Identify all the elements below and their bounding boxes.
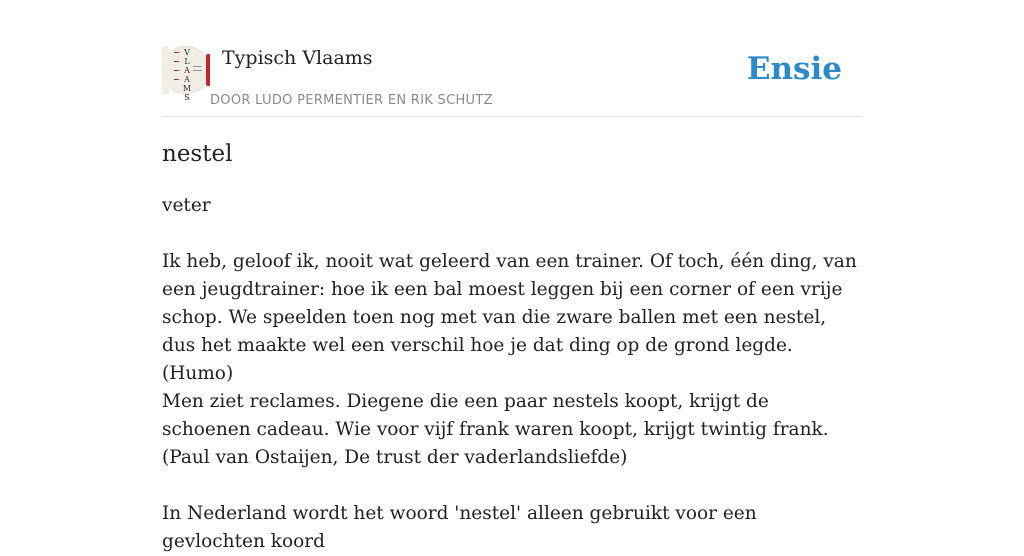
- logo-letter: V: [184, 48, 190, 57]
- site-header: [162, 0, 862, 117]
- site-title[interactable]: Typisch Vlaams: [222, 47, 373, 69]
- entry-content: [162, 192, 862, 556]
- logo-red-edge: [206, 54, 210, 86]
- usage-note: In Nederland wordt het woord 'nestel' alleen gebruikt voor een gevlochten koord: [162, 503, 757, 552]
- author-byline: DOOR LUDO PERMENTIER EN RIK SCHUTZ: [210, 93, 493, 108]
- quote-text: Ik heb, geloof ik, nooit wat geleerd van een trainer. Of toch, één ding, van een jeugdtrainer: hoe ik een bal moest leggen bij een corner of een vrije schop. We speelden toen nog met van die zware ballen met een nestel, dus het maakte wel een verschil hoe je dat ding op de grond legde.: [162, 251, 857, 356]
- logo-letter: S: [184, 93, 190, 102]
- paragraph-gap: [162, 220, 862, 248]
- ensie-brand-link[interactable]: Ensie: [746, 51, 842, 87]
- quote-source: (Humo): [162, 363, 234, 384]
- entry-definition: veter: [162, 195, 211, 216]
- logo-letter: M: [182, 84, 192, 93]
- logo-letter: A: [184, 75, 190, 84]
- book-cover-logo[interactable]: [162, 46, 210, 102]
- paragraph-gap: [162, 472, 862, 500]
- quote-text: Men ziet reclames. Diegene die een paar nestels koopt, krijgt de schoenen cadeau. Wie voor vijf frank waren koopt, krijgt twintig frank.: [162, 391, 829, 440]
- logo-letter: L: [184, 57, 190, 66]
- logo-fine-print: [193, 66, 202, 67]
- logo-red-mark: [174, 52, 179, 53]
- logo-red-mark: [174, 79, 179, 80]
- logo-letters: [182, 48, 192, 102]
- page: [162, 0, 862, 552]
- logo-fine-print: [193, 70, 202, 71]
- logo-letter: A: [184, 66, 190, 75]
- logo-red-mark: [174, 61, 179, 62]
- entry-title: nestel: [162, 141, 233, 167]
- logo-spine: [162, 46, 169, 94]
- quote-source: (Paul van Ostaijen, De trust der vaderlandsliefde): [162, 447, 628, 468]
- logo-red-mark: [174, 70, 179, 71]
